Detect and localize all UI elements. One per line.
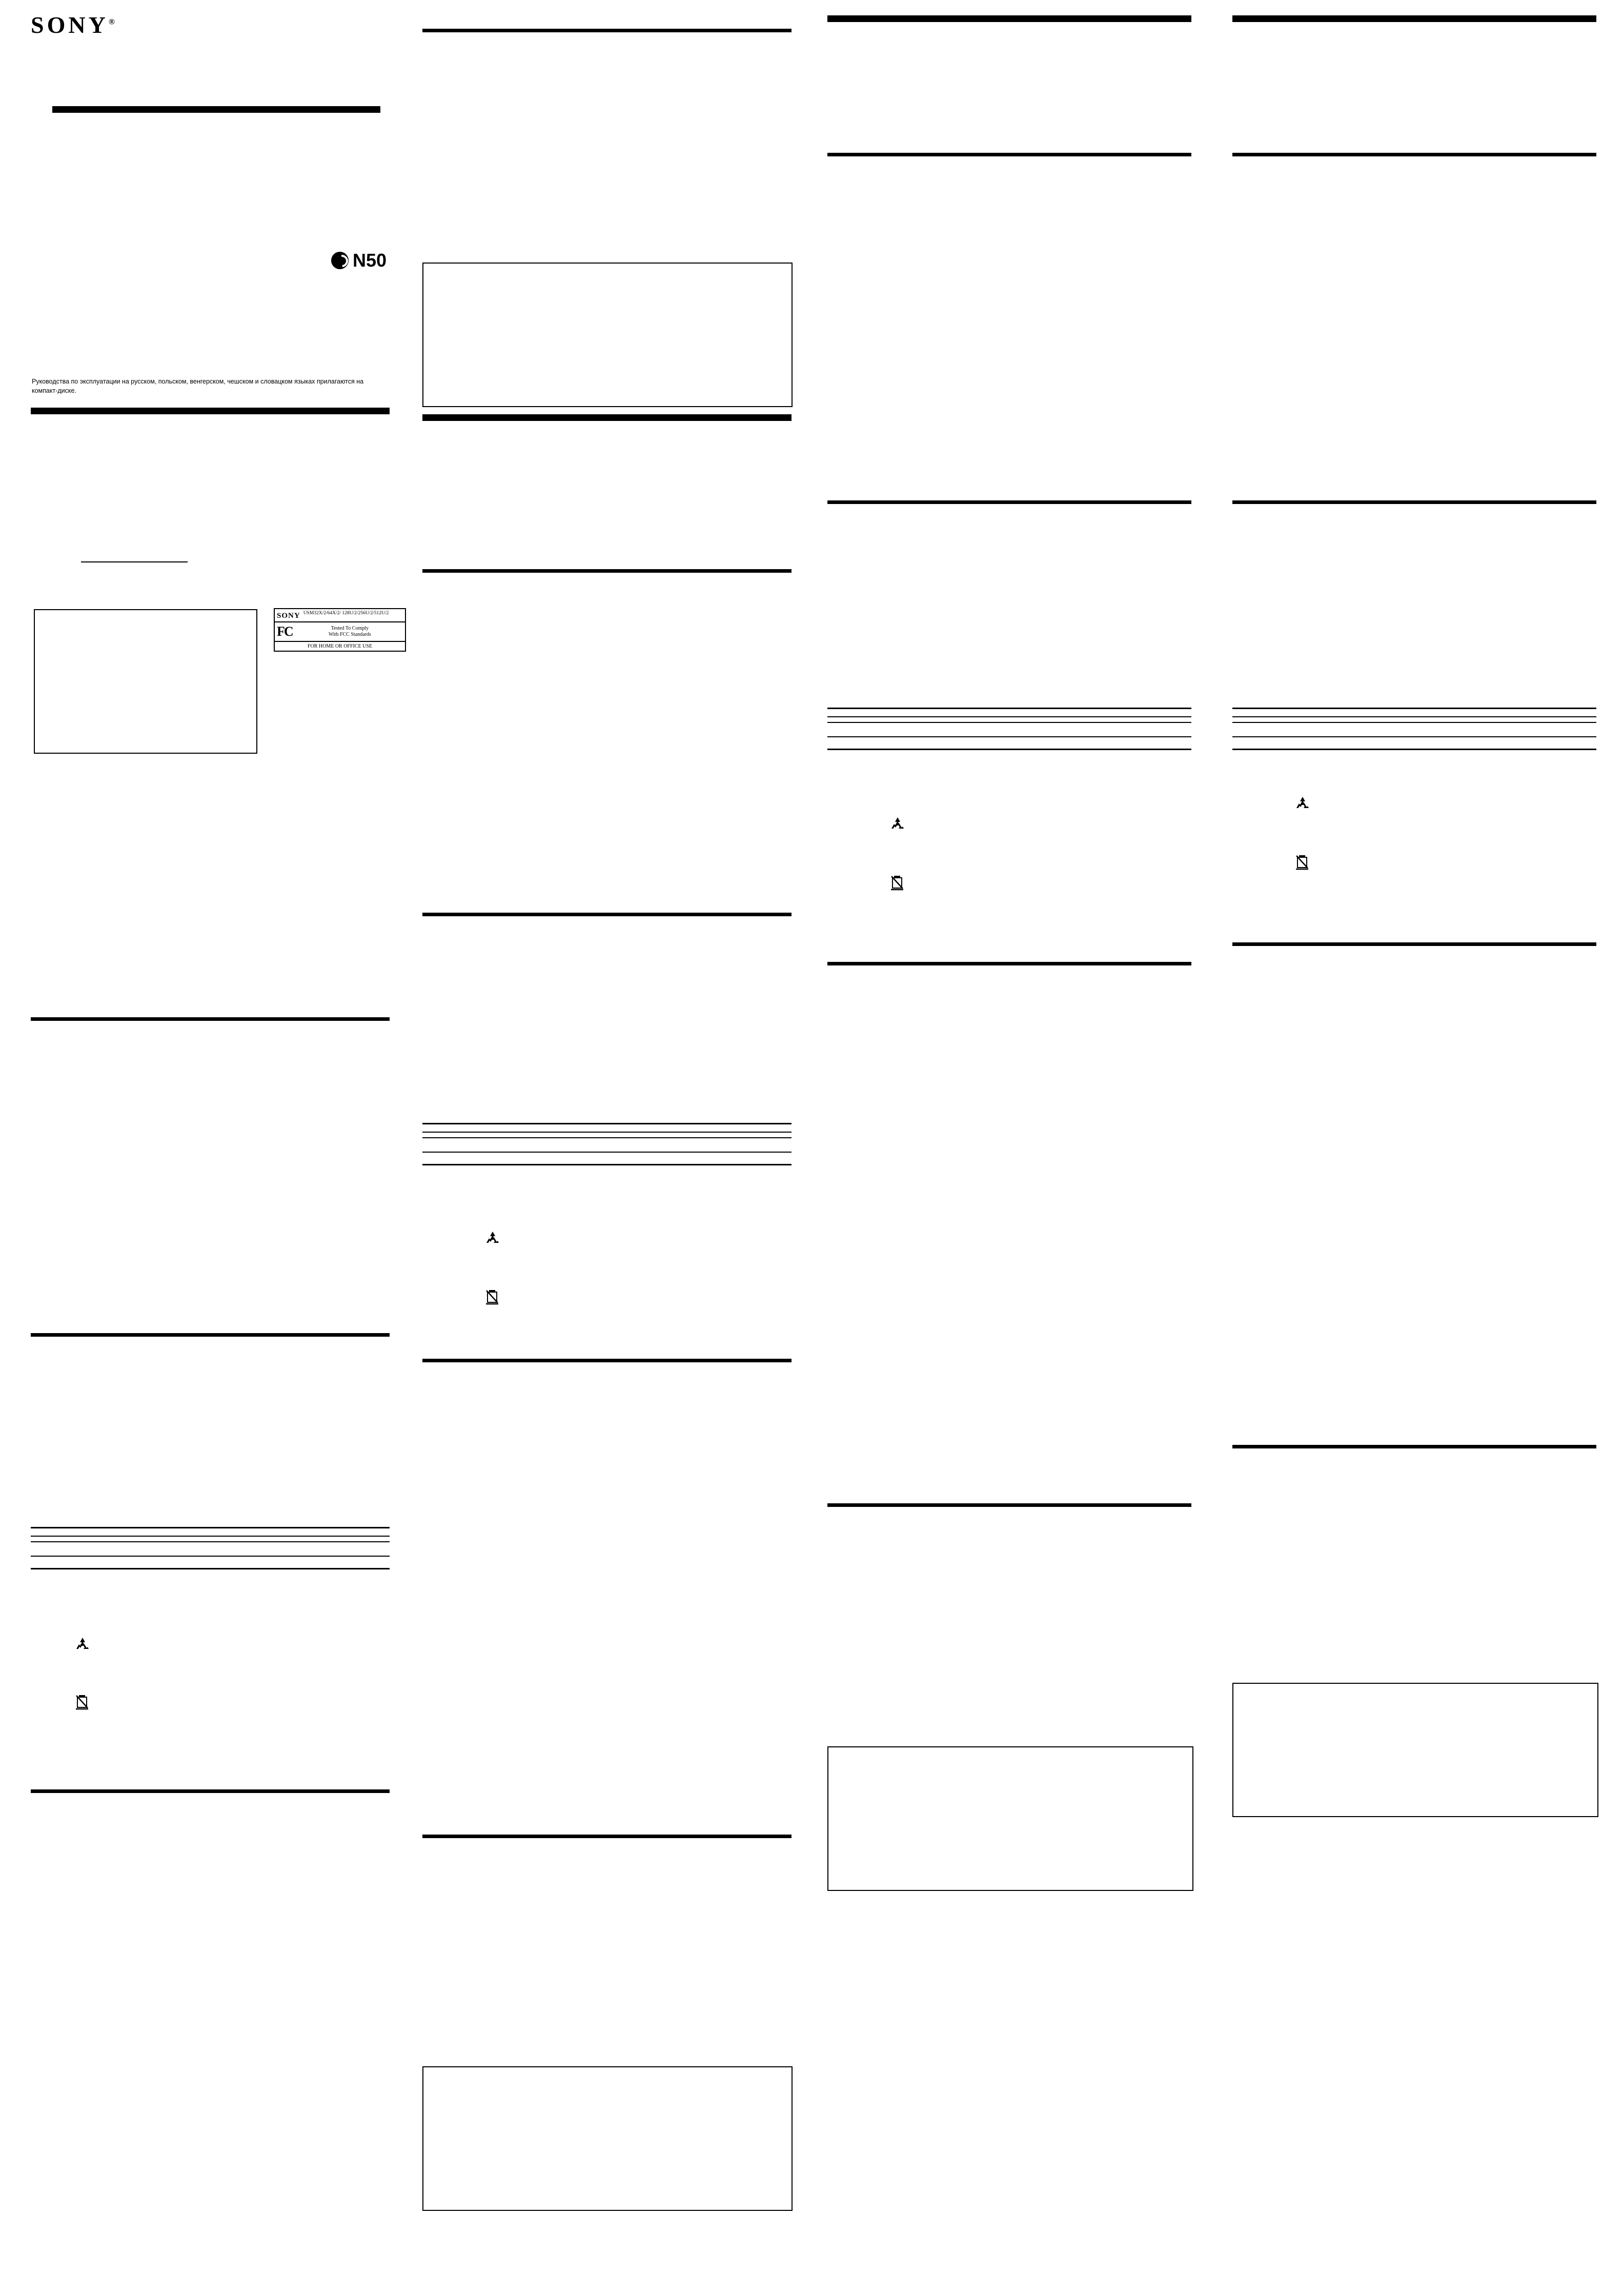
weee-crossed-bin-icon [74,1693,91,1710]
note-box [827,1746,1193,1891]
fcc-model-number: USM32X/2/64X/2/ 128U/2/256U/2/512U/2 [303,611,389,616]
section-rule-3 [422,913,792,916]
recycle-icon [74,1636,91,1653]
spec-rule-line [31,1568,390,1569]
black-bar-1 [31,408,390,414]
spec-rule-line [422,1164,792,1165]
sony-wordmark: SONY [31,12,109,38]
spec-table-1 [31,1527,390,1569]
recycle-icon [889,815,906,833]
section-rule-1 [827,153,1191,156]
note-box [1232,1683,1598,1817]
section-rule-3 [1232,942,1596,946]
section-rule-2 [1232,500,1596,504]
spec-rule-line [1232,749,1596,750]
spec-table-2 [422,1123,792,1165]
fcc-compliance-label [274,608,406,652]
section-rule-3 [827,962,1191,965]
nfc-swirl-icon [331,252,349,269]
section-rule-3 [31,1789,390,1793]
section-rule-1 [422,29,792,32]
fcc-logo-icon: FC [277,624,293,639]
weee-crossed-bin-icon [889,874,906,891]
fcc-use-line: FOR HOME OR OFFICE USE [307,643,373,649]
spec-rule-line [827,749,1191,750]
nfc-n-mark [331,250,387,271]
section-rule-4 [422,1359,792,1362]
recycle-icon [484,1230,501,1247]
recycle-icon [1294,795,1311,812]
weee-crossed-bin-icon [484,1288,501,1305]
sony-brand-logo [31,11,115,38]
callout-box-1 [422,263,793,407]
fcc-comply-line-1: Tested To Comply [331,626,369,631]
small-underline [81,561,188,562]
figure-box-1 [34,609,257,754]
spec-table-3 [827,708,1191,750]
section-rule-5 [422,1835,792,1838]
spec-table-4 [1232,708,1596,750]
section-rule-4 [1232,1445,1596,1448]
title-rule [52,106,380,113]
section-rule-4 [827,1503,1191,1507]
registered-mark: ® [108,17,115,27]
section-rule-2 [422,569,792,573]
weee-crossed-bin-icon [1294,853,1311,871]
section-rule-2 [827,500,1191,504]
black-bar-1 [422,414,792,421]
section-rule-1 [1232,153,1596,156]
section-rule-1 [31,1017,390,1021]
section-rule-2 [31,1333,390,1337]
bottom-box [422,2066,793,2211]
spacer-hidden [904,1225,922,1243]
russian-language-note: Руководства по эксплуатации на русском, польском, венгерском, чешском и словацком языках прилагаются на компакт-диске. [32,378,364,395]
fcc-sony-wordmark: SONY [277,612,300,620]
nfc-mark-label: N50 [353,250,387,271]
fcc-comply-line-2: With FCC Standards [328,632,371,637]
black-bar-1 [1232,15,1596,22]
black-bar-1 [827,15,1191,22]
